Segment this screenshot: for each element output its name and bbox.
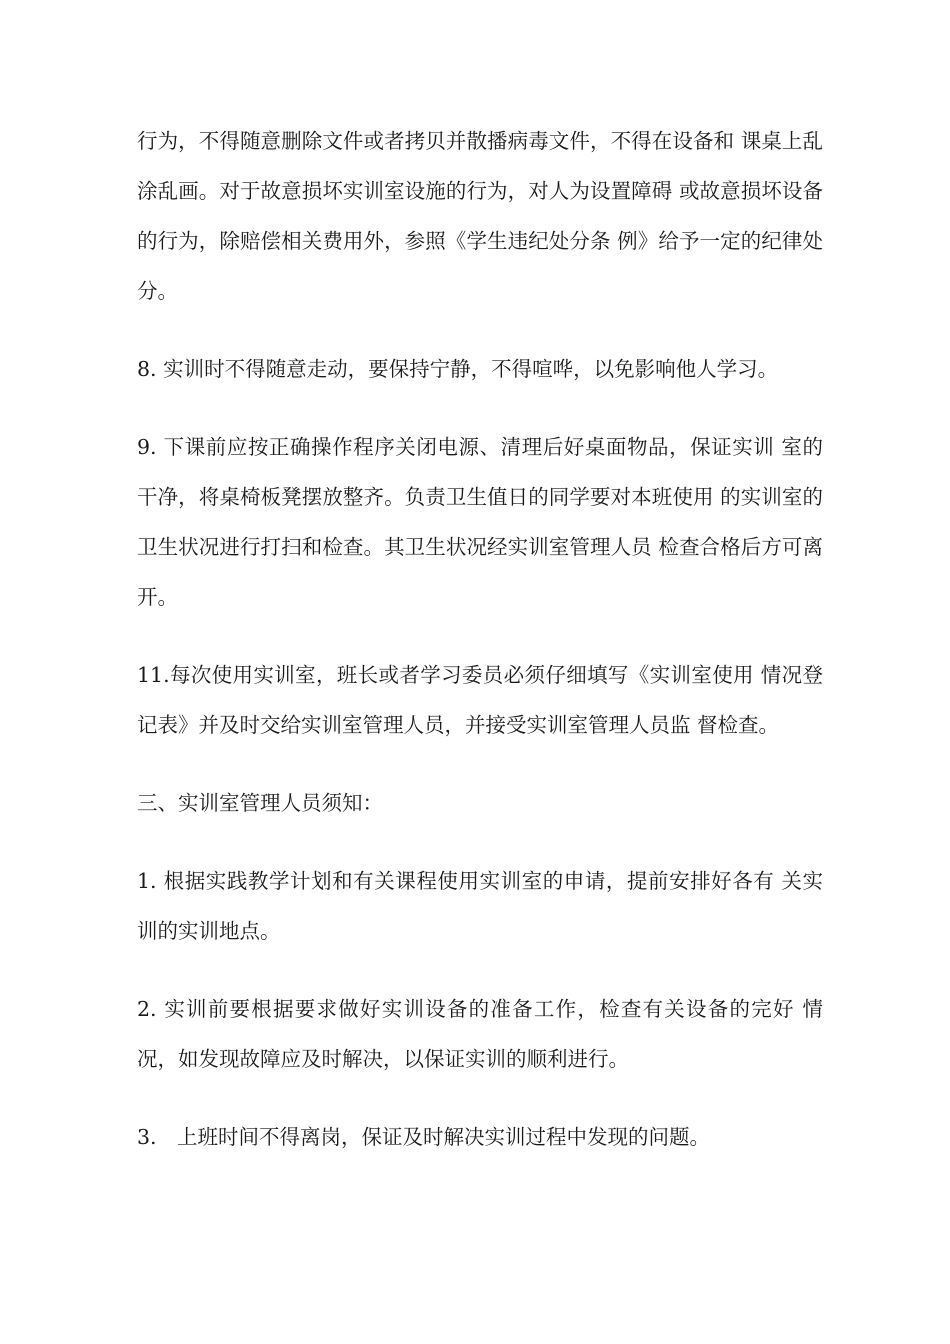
paragraph-item-11: 11.每次使用实训室，班长或者学习委员必须仔细填写《实训室使用 情况登记表》并及时交给实训室管理人员，并接受实训室管理人员监 督检查。 [137, 663, 823, 737]
paragraph-item-8: 8. 实训时不得随意走动，要保持宁静，不得喧哗，以免影响他人学习。 [137, 357, 779, 381]
paragraph-admin-2: 2. 实训前要根据要求做好实训设备的准备工作，检查有关设备的完好 情况，如发现故障应及时解决，以保证实训的顺利进行。 [137, 997, 823, 1071]
paragraph-item-9: 9. 下课前应按正确操作程序关闭电源、清理后好桌面物品，保证实训 室的干净，将桌椅板凳摆放整齐。负责卫生值日的同学要对本班使用 的实训室的卫生状况进行打扫和检查。其卫生状况经实训室管理人员 检查合格后方可离开。 [137, 435, 823, 609]
document-page [137, 116, 823, 1162]
section-heading-admin: 三、实训室管理人员须知： [137, 791, 383, 815]
paragraph-admin-3: 3. 上班时间不得离岗，保证及时解决实训过程中发现的问题。 [137, 1125, 711, 1149]
paragraph-continuation: 行为，不得随意删除文件或者拷贝并散播病毒文件，不得在设备和 课桌上乱涂乱画。对于故意损坏实训室设施的行为，对人为设置障碍 或故意损坏设备的行为，除赔偿相关费用外，参照《学生违纪处分条 例》给予一定的纪律处分。 [137, 129, 823, 303]
paragraph-admin-1: 1. 根据实践教学计划和有关课程使用实训室的申请，提前安排好各有 关实训的实训地点。 [137, 869, 823, 943]
